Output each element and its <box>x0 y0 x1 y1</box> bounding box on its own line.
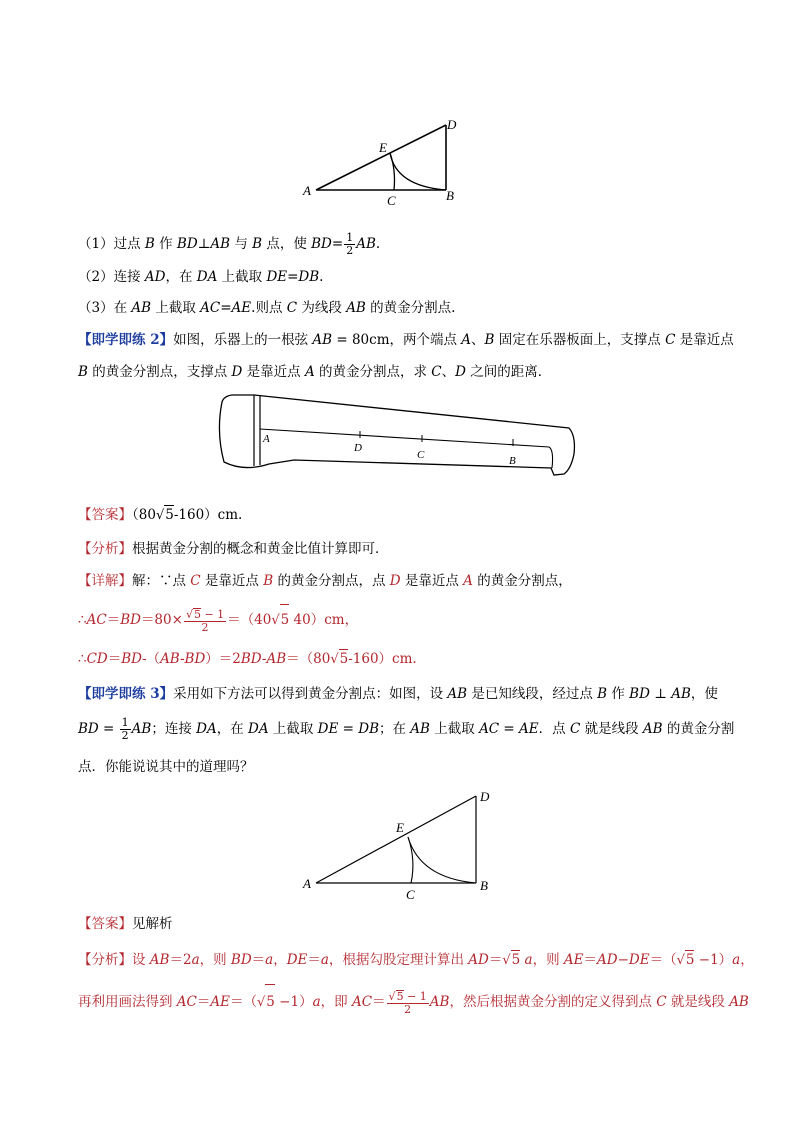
ex2-answer: 【答案】（80√5-160）cm. <box>78 507 243 523</box>
text: C <box>190 573 201 589</box>
text: AC=AE <box>200 300 252 316</box>
sqrt-value: 5 <box>280 604 290 635</box>
text: ，根据勾股定理计算出 <box>328 952 469 968</box>
text: 、 <box>441 364 456 380</box>
text: ＝（80 <box>286 651 331 667</box>
text: AB <box>429 994 450 1010</box>
text: 之间的距离． <box>465 364 552 380</box>
text: AB <box>312 332 333 348</box>
text: 上截取 <box>151 300 201 316</box>
label-D: D <box>354 442 362 454</box>
numerator: 1 <box>121 716 129 729</box>
text: −1） <box>274 994 313 1010</box>
label-E: E <box>396 820 404 835</box>
text: ，然后根据黄金分割的定义得到点 <box>449 994 657 1010</box>
text: ＝（40 <box>227 612 272 628</box>
text: ＝（ <box>649 952 677 968</box>
text: ＝ <box>107 651 122 667</box>
text: AD <box>597 952 618 968</box>
text: − 1 <box>200 607 225 621</box>
text: 是已知线段，经过点 <box>467 686 598 702</box>
label-A: A <box>303 876 311 891</box>
text: （2）连接 <box>78 269 145 285</box>
label-B: B <box>480 878 488 893</box>
exercise-tag: 【即学即练 2】 <box>78 332 174 348</box>
label-D: D <box>480 789 490 804</box>
text: AB <box>729 994 749 1010</box>
segment-AD <box>316 796 476 883</box>
text: C <box>431 364 442 380</box>
sqrt-value: 5 <box>339 651 349 667</box>
sqrt-value: 5 <box>193 607 201 621</box>
text: AB <box>131 300 152 316</box>
fraction-golden-ratio <box>184 608 226 634</box>
denominator: 2 <box>404 1002 412 1016</box>
text: D <box>389 573 401 589</box>
text: . <box>375 236 381 252</box>
detail-tag: 【详解】 <box>78 573 132 589</box>
fraction-one-half <box>120 717 131 742</box>
text: ， <box>740 952 754 968</box>
text: ＝ <box>196 994 211 1010</box>
text: ＝ <box>488 952 503 968</box>
text: ＝ <box>106 612 121 628</box>
label-D: D <box>447 117 457 132</box>
text: B <box>78 364 88 380</box>
text: BD-AB <box>240 651 287 667</box>
ex2-line-1 <box>78 331 734 349</box>
text: AD <box>468 952 489 968</box>
text: AD <box>144 269 166 285</box>
text: AC <box>86 612 107 628</box>
text: − <box>617 952 629 968</box>
text: 的黄金分割点，支撑点 <box>87 364 232 380</box>
text: A <box>463 573 473 589</box>
text: a <box>191 952 200 968</box>
text: 作 <box>607 686 630 702</box>
text: ＝ <box>583 952 597 968</box>
text: DA <box>248 721 269 737</box>
text: D <box>231 364 243 380</box>
text: 上截取 <box>268 721 318 737</box>
arc-DE <box>390 153 446 190</box>
text: BD <box>121 651 142 667</box>
text: 是靠近点 <box>200 573 264 589</box>
text: （80 <box>132 507 156 523</box>
answer-tag: 【答案】 <box>78 916 132 932</box>
text: 上截取 <box>429 721 480 737</box>
exercise-tag: 【即学即练 3】 <box>78 686 174 702</box>
text: AB <box>671 686 691 702</box>
text: ， <box>273 952 287 968</box>
denominator: 2 <box>346 244 354 257</box>
fraction-golden-ratio <box>387 990 429 1016</box>
text: 上截取 <box>217 269 267 285</box>
text: AC <box>351 994 373 1010</box>
text: -（ <box>142 651 161 667</box>
text: ，则 <box>532 952 564 968</box>
text: ，使 <box>690 686 718 702</box>
text: B <box>144 236 155 252</box>
text: BD= <box>311 236 344 252</box>
label-B: B <box>446 188 454 203</box>
step-3 <box>78 299 455 317</box>
text: ；连接 <box>151 721 197 737</box>
sqrt-value: 5 <box>511 952 521 968</box>
text: ，在 <box>216 721 248 737</box>
label-C: C <box>417 449 425 461</box>
text: 与 <box>230 236 253 252</box>
text: 是靠近点 <box>675 332 734 348</box>
ex2-eq-1: ∴AC＝BD＝80× $\frac{√5 - 1}{2}$ ＝（40√5 40）cm， <box>78 604 358 634</box>
sqrt-value: 5 <box>165 507 174 523</box>
text: ⊥ <box>649 686 672 702</box>
text: 是靠近点 <box>400 573 464 589</box>
text: AB <box>131 721 152 737</box>
ex3-line-3 <box>78 758 254 776</box>
ex2-analysis <box>78 540 389 558</box>
answer-tag: 【答案】 <box>78 507 132 523</box>
label-A: A <box>303 183 311 198</box>
figure-golden-section-construction-1 <box>296 112 466 212</box>
denominator: 2 <box>121 729 129 742</box>
numerator: 1 <box>346 231 354 244</box>
step-2: （2）连接 AD，在 DA 上截取 DE=DB. <box>78 269 324 285</box>
text: B <box>252 236 263 252</box>
text: = <box>98 721 119 737</box>
segment-AD <box>316 125 446 190</box>
text: DE <box>286 952 308 968</box>
text: AB <box>642 721 663 737</box>
text: BD <box>120 612 141 628</box>
text: CD <box>86 651 108 667</box>
text: C <box>665 332 676 348</box>
figure-golden-section-construction-2 <box>298 786 498 904</box>
text: 的黄金分割点，求 <box>314 364 432 380</box>
arc-AE <box>408 837 413 883</box>
text: 就是线段 <box>666 994 730 1010</box>
text: 设 <box>132 952 150 968</box>
text: C <box>569 721 581 737</box>
text: 根据黄金分割的概念和黄金比值计算即可． <box>132 541 389 557</box>
text: ＝2 <box>169 952 192 968</box>
text: 再利用画法得到 <box>78 994 177 1010</box>
label-B: B <box>509 455 516 467</box>
fraction-one-half <box>344 232 355 257</box>
label-C: C <box>387 193 396 208</box>
label-E: E <box>379 140 387 155</box>
text: ，在 <box>165 269 197 285</box>
text: AE <box>210 994 230 1010</box>
text: 解：∵点 <box>132 573 191 589</box>
text: ＝ <box>372 994 386 1010</box>
step-1 <box>78 232 380 257</box>
text: DE = DB <box>317 721 379 737</box>
text: （1）过点 <box>78 236 145 252</box>
text: ）＝2 <box>205 651 241 667</box>
text: C <box>656 994 667 1010</box>
text: 、 <box>471 332 485 348</box>
text: DE=DB <box>266 269 320 285</box>
text: a <box>312 994 321 1010</box>
text: DE <box>628 952 650 968</box>
ex3-line-1 <box>78 685 718 703</box>
text: 的黄金分割点，点 <box>273 573 390 589</box>
text: ＝（ <box>230 994 257 1010</box>
text: a <box>732 952 741 968</box>
denominator: 2 <box>201 620 209 634</box>
text: ，则 <box>199 952 231 968</box>
text: AB <box>356 236 376 252</box>
text: B <box>597 686 608 702</box>
ex3-analysis-1: 【分析】设 AB＝2a，则 BD＝a，DE＝a，根据勾股定理计算出 AD＝√5 a，则 AE＝AD−DE＝（√5 −1）a， <box>78 952 754 968</box>
text: a <box>520 952 533 968</box>
sqrt-value: 5 <box>685 952 695 968</box>
text: ＝ <box>251 952 266 968</box>
text: AE <box>563 952 584 968</box>
text: B <box>263 573 274 589</box>
text: -160）cm. <box>173 507 243 523</box>
figure-instrument-string <box>214 392 580 482</box>
text: ∴ <box>78 651 87 667</box>
text: 40）cm， <box>289 612 359 628</box>
text: a <box>265 952 274 968</box>
text: 是靠近点 <box>242 364 305 380</box>
ex3-line-2 <box>78 712 734 746</box>
text: 就是线段 <box>580 721 643 737</box>
text: 点．你能说说其中的道理吗？ <box>78 759 254 775</box>
text: −1） <box>694 952 733 968</box>
text: D <box>455 364 466 380</box>
text: 点，使 <box>262 236 312 252</box>
text: = 80cm，两个端点 <box>332 332 462 348</box>
text: 采用如下方法可以得到黄金分割点：如图，设 <box>173 686 448 702</box>
text: .则点 <box>251 300 287 316</box>
text: AB <box>346 300 366 316</box>
arc-DE <box>408 837 476 883</box>
ex2-detail <box>78 572 572 590</box>
text: DA <box>196 721 217 737</box>
label-C: C <box>406 887 415 902</box>
text: ＝80× <box>140 612 183 628</box>
text: ；在 <box>379 721 411 737</box>
text: a <box>320 952 329 968</box>
instrument-board <box>219 395 574 475</box>
numerator: √5 − 1 <box>388 989 427 1003</box>
label-A: A <box>263 433 270 445</box>
text: ，即 <box>320 994 352 1010</box>
analysis-tag: 【分析】 <box>78 952 132 968</box>
text: 的黄金分割点. <box>365 300 456 316</box>
text: AB <box>447 686 468 702</box>
ex3-answer <box>78 915 173 933</box>
ex3-analysis-2: 再利用画法得到 AC＝AE＝（√5 −1）a，即 AC＝ $\frac{√5 - 1}{2}$ AB，然后根据黄金分割的定义得到点 C 就是线段 AB <box>78 984 749 1018</box>
analysis-tag: 【分析】 <box>78 541 132 557</box>
text: BD <box>629 686 650 702</box>
text: 的黄金分割点， <box>472 573 572 589</box>
text: -160）cm. <box>348 651 417 667</box>
text: B <box>484 332 495 348</box>
text: A <box>461 332 472 348</box>
text: A <box>304 364 315 380</box>
text: （3）在 <box>78 300 132 316</box>
numerator: √5 − 1 <box>185 607 225 621</box>
text: AB <box>149 952 170 968</box>
sqrt-value: 5 <box>396 989 404 1003</box>
text: 固定在乐器板面上，支撑点 <box>494 332 666 348</box>
text: 见解析 <box>132 916 173 932</box>
text: ∴ <box>78 612 87 628</box>
ex2-eq-2: ∴CD＝BD-（AB-BD）＝2BD-AB＝（80√5-160）cm. <box>78 651 417 667</box>
sqrt-value: 5 <box>265 984 275 1019</box>
arc-AE <box>390 153 395 190</box>
text: DA <box>196 269 218 285</box>
text: ．点 <box>538 721 570 737</box>
text: BD⊥AB <box>176 236 231 252</box>
text: AC <box>176 994 197 1010</box>
ex2-line-2 <box>78 363 551 381</box>
text: C <box>286 300 298 316</box>
text: 的黄金分割 <box>662 721 735 737</box>
text: AC = AE <box>479 721 539 737</box>
text: 作 <box>154 236 177 252</box>
text: AB-BD <box>160 651 206 667</box>
text: 如图，乐器上的一根弦 <box>173 332 313 348</box>
text: BD <box>78 721 99 737</box>
text: 为线段 <box>297 300 347 316</box>
text: BD <box>230 952 252 968</box>
text: ＝ <box>307 952 321 968</box>
text: − 1 <box>403 989 427 1003</box>
text: AB <box>410 721 430 737</box>
